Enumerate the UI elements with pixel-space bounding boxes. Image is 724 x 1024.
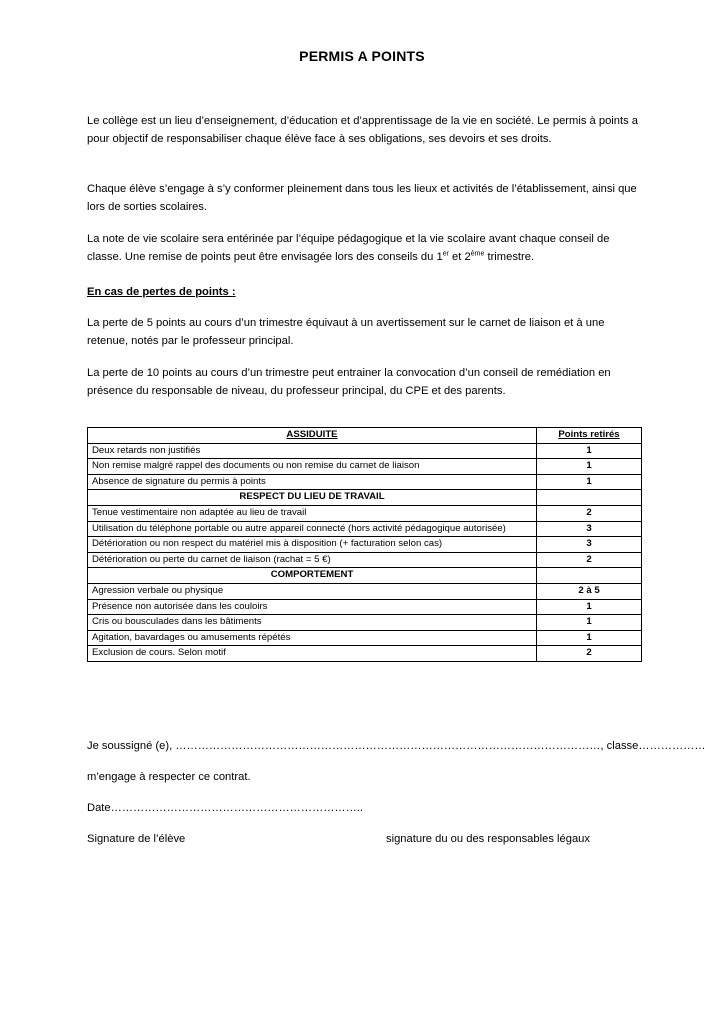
section-row-respect [88,490,642,506]
points-column-header: Points retirés [537,428,642,444]
table-row [88,459,642,475]
table-row [88,599,642,615]
table-header-row [88,428,642,444]
section-header-respect: RESPECT DU LIEU DE TRAVAIL [88,490,537,506]
section-empty-cell [537,568,642,584]
table-row [88,552,642,568]
row-label: Tenue vestimentaire non adaptée au lieu de travail [88,505,537,521]
page-title: PERMIS A POINTS [299,48,425,64]
row-points: 1 [537,443,642,459]
points-loss-heading: En cas de pertes de points : [87,286,236,298]
row-points: 1 [537,459,642,475]
row-points: 1 [537,474,642,490]
table-row [88,443,642,459]
section-row-comportement [88,568,642,584]
table-row [88,630,642,646]
row-points: 1 [537,615,642,631]
table-row [88,521,642,537]
section-header-assiduite: ASSIDUITE [88,428,537,444]
table-row [88,615,642,631]
table-row [88,583,642,599]
grade-paragraph-text-1: La note de vie scolaire sera entérinée par l’équipe pédagogique et la vie scolaire avant chaque conseil de classe. Une remise de points peut être envisagée lors des conseils du 1 [87,233,610,263]
commitment-line: m’engage à respecter ce contrat. [87,771,251,783]
row-points: 2 à 5 [537,583,642,599]
row-points: 2 [537,505,642,521]
row-points: 2 [537,552,642,568]
intro-paragraph: Le collège est un lieu d’enseignement, d’éducation et d’apprentissage de la vie en société. Le permis à points a pour objectif de responsabiliser chaque élève face à ses obligations, ses devoirs et ses droits. [87,115,639,145]
row-label: Non remise malgré rappel des documents ou non remise du carnet de liaison [88,459,537,475]
table-row [88,505,642,521]
row-label: Deux retards non justifiés [88,443,537,459]
date-label: Date [87,802,111,814]
row-label: Cris ou bousculades dans les bâtiments [88,615,537,631]
undersigned-line [87,737,706,755]
row-label: Agression verbale ou physique [88,583,537,599]
ten-points-paragraph: La perte de 10 points au cours d’un trimestre peut entrainer la convocation d’un conseil de remédiation en présence du responsable de niveau, du professeur principal, du CPE et des parents. [87,367,611,397]
row-points: 3 [537,537,642,553]
row-points: 1 [537,630,642,646]
grade-paragraph-text-3: trimestre. [484,251,535,263]
table-row [88,537,642,553]
row-points: 3 [537,521,642,537]
section-header-comportement: COMPORTEMENT [88,568,537,584]
guardians-signature-label: signature du ou des responsables légaux [386,833,591,845]
class-dotted-field[interactable]: ……………… [638,740,706,752]
row-label: Exclusion de cours. Selon motif [88,646,537,662]
row-label: Détérioration ou non respect du matériel mis à disposition (+ facturation selon cas) [88,537,537,553]
row-label: Agitation, bavardages ou amusements répétés [88,630,537,646]
name-dotted-field[interactable]: …………………………………………………………………………………………………… [175,740,601,752]
row-label: Détérioration ou perte du carnet de liaison (rachat = 5 €) [88,552,537,568]
five-points-paragraph: La perte de 5 points au cours d’un trimestre équivaut à un avertissement sur le carnet de liaison et à une retenue, notés par le professeur principal. [87,317,605,347]
points-table [87,427,642,662]
table-row [88,474,642,490]
date-line [87,799,363,817]
commitment-paragraph: Chaque élève s’engage à s’y conformer pleinement dans tous les lieux et activités de l’établissement, ainsi que lors de sorties scolaires. [87,183,637,213]
class-label: , classe [600,740,639,752]
date-dotted-field[interactable]: ………………………………………………………….. [110,802,363,814]
row-label: Absence de signature du permis à points [88,474,537,490]
superscript-second: ème [470,250,485,258]
row-label: Présence non autorisée dans les couloirs [88,599,537,615]
table-row [88,646,642,662]
grade-paragraph-text-2: et 2 [448,251,471,263]
grade-paragraph [87,230,643,266]
student-signature-label: Signature de l’élève [87,833,186,845]
row-points: 2 [537,646,642,662]
section-empty-cell [537,490,642,506]
row-points: 1 [537,599,642,615]
superscript-first: er [442,250,449,258]
row-label: Utilisation du téléphone portable ou autre appareil connecté (hors activité pédagogique autorisée) [88,521,537,537]
undersigned-label: Je soussigné (e), [87,740,176,752]
